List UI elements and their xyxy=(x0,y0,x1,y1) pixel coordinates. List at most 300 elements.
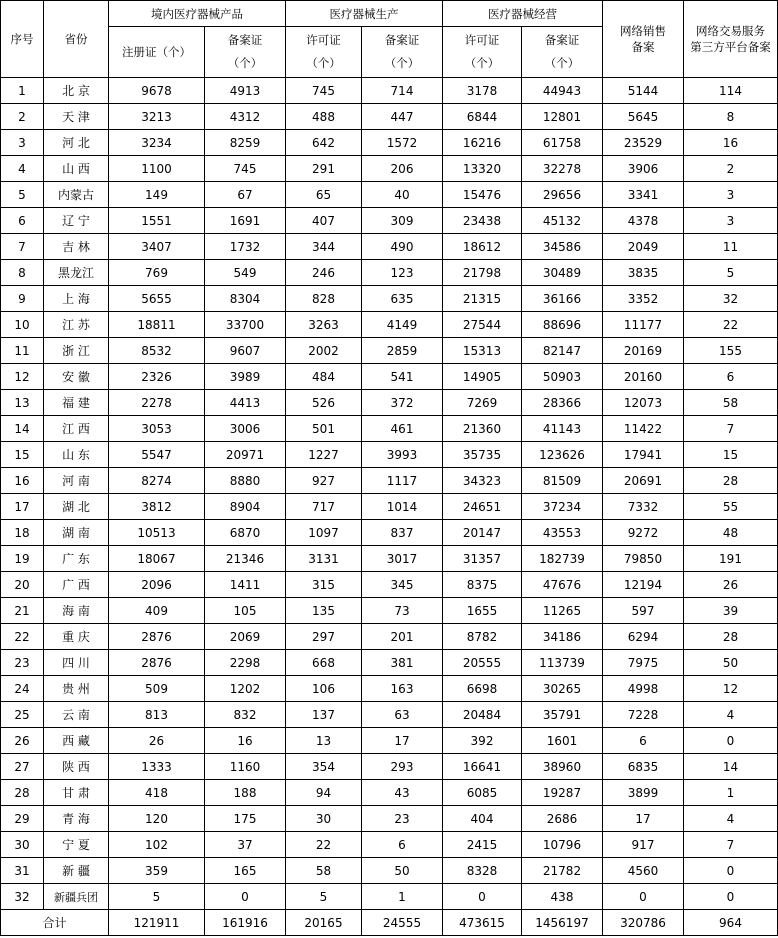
cell-seq: 10 xyxy=(1,312,44,338)
cell-prod-license: 717 xyxy=(286,494,362,520)
cell-province: 辽 宁 xyxy=(44,208,109,234)
header-op-filing-line2: （个） xyxy=(544,56,580,70)
cell-online-sales: 11177 xyxy=(603,312,684,338)
cell-registration: 8532 xyxy=(109,338,205,364)
cell-third-party: 0 xyxy=(684,884,778,910)
cell-province: 福 建 xyxy=(44,390,109,416)
cell-province: 海 南 xyxy=(44,598,109,624)
cell-op-license: 404 xyxy=(443,806,522,832)
cell-registration: 509 xyxy=(109,676,205,702)
cell-province: 浙 江 xyxy=(44,338,109,364)
cell-third-party: 48 xyxy=(684,520,778,546)
cell-op-license: 15313 xyxy=(443,338,522,364)
cell-prod-license: 106 xyxy=(286,676,362,702)
cell-online-sales: 3341 xyxy=(603,182,684,208)
table-body xyxy=(1,78,778,910)
header-filing xyxy=(205,27,286,78)
cell-seq: 6 xyxy=(1,208,44,234)
cell-filing: 8304 xyxy=(205,286,286,312)
cell-filing: 1732 xyxy=(205,234,286,260)
cell-registration: 9678 xyxy=(109,78,205,104)
table-row xyxy=(1,676,778,702)
cell-seq: 30 xyxy=(1,832,44,858)
table-row xyxy=(1,858,778,884)
header-op-license xyxy=(443,27,522,78)
cell-province: 山 东 xyxy=(44,442,109,468)
cell-registration: 10513 xyxy=(109,520,205,546)
cell-filing: 1160 xyxy=(205,754,286,780)
header-filing-line2: （个） xyxy=(227,56,263,70)
cell-registration: 149 xyxy=(109,182,205,208)
cell-op-filing: 35791 xyxy=(522,702,603,728)
table-row xyxy=(1,702,778,728)
cell-filing: 33700 xyxy=(205,312,286,338)
cell-filing: 8880 xyxy=(205,468,286,494)
cell-op-license: 6698 xyxy=(443,676,522,702)
cell-province: 江 西 xyxy=(44,416,109,442)
header-province: 省份 xyxy=(44,1,109,78)
cell-prod-filing: 3017 xyxy=(362,546,443,572)
cell-prod-license: 526 xyxy=(286,390,362,416)
total-third-party: 964 xyxy=(684,910,778,936)
cell-prod-license: 927 xyxy=(286,468,362,494)
cell-op-license: 20555 xyxy=(443,650,522,676)
cell-prod-license: 30 xyxy=(286,806,362,832)
cell-province: 河 南 xyxy=(44,468,109,494)
cell-op-filing: 28366 xyxy=(522,390,603,416)
cell-online-sales: 12073 xyxy=(603,390,684,416)
cell-seq: 24 xyxy=(1,676,44,702)
cell-prod-filing: 1572 xyxy=(362,130,443,156)
cell-op-license: 8782 xyxy=(443,624,522,650)
cell-prod-license: 501 xyxy=(286,416,362,442)
cell-filing: 165 xyxy=(205,858,286,884)
table-row xyxy=(1,728,778,754)
header-op-license-line1: 许可证 xyxy=(464,33,500,47)
cell-filing: 0 xyxy=(205,884,286,910)
cell-prod-license: 1227 xyxy=(286,442,362,468)
cell-seq: 32 xyxy=(1,884,44,910)
cell-registration: 2278 xyxy=(109,390,205,416)
cell-prod-filing: 50 xyxy=(362,858,443,884)
cell-registration: 26 xyxy=(109,728,205,754)
table-row xyxy=(1,182,778,208)
cell-third-party: 155 xyxy=(684,338,778,364)
header-domestic-products: 境内医疗器械产品 xyxy=(109,1,286,27)
cell-online-sales: 6 xyxy=(603,728,684,754)
cell-filing: 4913 xyxy=(205,78,286,104)
cell-prod-filing: 635 xyxy=(362,286,443,312)
cell-seq: 2 xyxy=(1,104,44,130)
header-op-license-line2: （个） xyxy=(464,56,500,70)
cell-prod-license: 1097 xyxy=(286,520,362,546)
cell-prod-license: 2002 xyxy=(286,338,362,364)
header-op-filing-line1: 备案证 xyxy=(544,33,580,47)
cell-prod-filing: 309 xyxy=(362,208,443,234)
cell-prod-license: 668 xyxy=(286,650,362,676)
cell-op-license: 20147 xyxy=(443,520,522,546)
cell-online-sales: 20691 xyxy=(603,468,684,494)
cell-seq: 15 xyxy=(1,442,44,468)
cell-third-party: 7 xyxy=(684,832,778,858)
cell-online-sales: 5645 xyxy=(603,104,684,130)
cell-registration: 1333 xyxy=(109,754,205,780)
cell-online-sales: 4560 xyxy=(603,858,684,884)
cell-online-sales: 79850 xyxy=(603,546,684,572)
cell-registration: 5655 xyxy=(109,286,205,312)
cell-online-sales: 17941 xyxy=(603,442,684,468)
cell-op-filing: 82147 xyxy=(522,338,603,364)
table-row xyxy=(1,494,778,520)
cell-op-filing: 19287 xyxy=(522,780,603,806)
cell-op-license: 16216 xyxy=(443,130,522,156)
table-row xyxy=(1,364,778,390)
cell-seq: 31 xyxy=(1,858,44,884)
cell-province: 内蒙古 xyxy=(44,182,109,208)
cell-op-license: 16641 xyxy=(443,754,522,780)
cell-op-license: 18612 xyxy=(443,234,522,260)
cell-filing: 67 xyxy=(205,182,286,208)
cell-province: 广 西 xyxy=(44,572,109,598)
table-header xyxy=(1,1,778,78)
cell-seq: 13 xyxy=(1,390,44,416)
cell-prod-filing: 345 xyxy=(362,572,443,598)
cell-prod-license: 65 xyxy=(286,182,362,208)
cell-filing: 3006 xyxy=(205,416,286,442)
cell-third-party: 58 xyxy=(684,390,778,416)
cell-registration: 769 xyxy=(109,260,205,286)
cell-op-filing: 32278 xyxy=(522,156,603,182)
cell-online-sales: 3906 xyxy=(603,156,684,182)
cell-op-filing: 50903 xyxy=(522,364,603,390)
cell-prod-license: 484 xyxy=(286,364,362,390)
cell-op-license: 23438 xyxy=(443,208,522,234)
cell-op-filing: 61758 xyxy=(522,130,603,156)
cell-registration: 120 xyxy=(109,806,205,832)
table-row xyxy=(1,806,778,832)
cell-op-license: 6085 xyxy=(443,780,522,806)
cell-prod-license: 135 xyxy=(286,598,362,624)
cell-op-license: 21360 xyxy=(443,416,522,442)
cell-third-party: 4 xyxy=(684,806,778,832)
cell-op-filing: 10796 xyxy=(522,832,603,858)
cell-prod-filing: 1117 xyxy=(362,468,443,494)
header-third-party-line1: 网络交易服务 xyxy=(696,24,765,38)
header-online-sales xyxy=(603,1,684,78)
cell-prod-filing: 372 xyxy=(362,390,443,416)
cell-prod-license: 58 xyxy=(286,858,362,884)
header-online-sales-line2: 备案 xyxy=(631,40,655,54)
cell-prod-license: 3263 xyxy=(286,312,362,338)
total-online-sales: 320786 xyxy=(603,910,684,936)
cell-online-sales: 9272 xyxy=(603,520,684,546)
cell-third-party: 28 xyxy=(684,624,778,650)
header-prod-license-line1: 许可证 xyxy=(306,33,341,47)
table-row xyxy=(1,338,778,364)
cell-prod-license: 354 xyxy=(286,754,362,780)
cell-prod-filing: 201 xyxy=(362,624,443,650)
table-row xyxy=(1,130,778,156)
cell-third-party: 5 xyxy=(684,260,778,286)
cell-op-license: 1655 xyxy=(443,598,522,624)
cell-third-party: 4 xyxy=(684,702,778,728)
cell-prod-filing: 490 xyxy=(362,234,443,260)
total-label: 合计 xyxy=(1,910,109,936)
cell-seq: 25 xyxy=(1,702,44,728)
table-row xyxy=(1,260,778,286)
cell-registration: 2326 xyxy=(109,364,205,390)
cell-registration: 2876 xyxy=(109,624,205,650)
cell-seq: 29 xyxy=(1,806,44,832)
cell-seq: 12 xyxy=(1,364,44,390)
cell-op-filing: 88696 xyxy=(522,312,603,338)
total-row xyxy=(1,910,778,936)
cell-prod-filing: 1014 xyxy=(362,494,443,520)
cell-third-party: 39 xyxy=(684,598,778,624)
cell-op-filing: 43553 xyxy=(522,520,603,546)
cell-prod-license: 344 xyxy=(286,234,362,260)
header-prod-license xyxy=(286,27,362,78)
header-filing-line1: 备案证 xyxy=(227,33,263,47)
cell-filing: 105 xyxy=(205,598,286,624)
cell-filing: 175 xyxy=(205,806,286,832)
cell-registration: 5 xyxy=(109,884,205,910)
cell-online-sales: 597 xyxy=(603,598,684,624)
cell-filing: 6870 xyxy=(205,520,286,546)
cell-province: 安 徽 xyxy=(44,364,109,390)
cell-prod-filing: 40 xyxy=(362,182,443,208)
cell-registration: 2876 xyxy=(109,650,205,676)
cell-seq: 16 xyxy=(1,468,44,494)
cell-seq: 4 xyxy=(1,156,44,182)
header-registration: 注册证（个） xyxy=(109,27,205,78)
cell-seq: 27 xyxy=(1,754,44,780)
total-prod-license: 20165 xyxy=(286,910,362,936)
cell-seq: 8 xyxy=(1,260,44,286)
cell-online-sales: 12194 xyxy=(603,572,684,598)
cell-op-license: 21798 xyxy=(443,260,522,286)
table-row xyxy=(1,624,778,650)
cell-online-sales: 7332 xyxy=(603,494,684,520)
cell-op-filing: 123626 xyxy=(522,442,603,468)
cell-registration: 3407 xyxy=(109,234,205,260)
cell-registration: 359 xyxy=(109,858,205,884)
cell-online-sales: 0 xyxy=(603,884,684,910)
cell-seq: 11 xyxy=(1,338,44,364)
cell-op-filing: 29656 xyxy=(522,182,603,208)
cell-third-party: 1 xyxy=(684,780,778,806)
cell-province: 北 京 xyxy=(44,78,109,104)
header-online-sales-line1: 网络销售 xyxy=(620,24,666,38)
cell-third-party: 50 xyxy=(684,650,778,676)
cell-online-sales: 7975 xyxy=(603,650,684,676)
cell-op-filing: 182739 xyxy=(522,546,603,572)
table-row xyxy=(1,754,778,780)
table-row xyxy=(1,156,778,182)
cell-province: 新 疆 xyxy=(44,858,109,884)
cell-seq: 26 xyxy=(1,728,44,754)
cell-op-license: 15476 xyxy=(443,182,522,208)
cell-filing: 8259 xyxy=(205,130,286,156)
table-row xyxy=(1,416,778,442)
cell-prod-filing: 4149 xyxy=(362,312,443,338)
cell-prod-filing: 293 xyxy=(362,754,443,780)
cell-op-license: 35735 xyxy=(443,442,522,468)
cell-op-filing: 2686 xyxy=(522,806,603,832)
cell-online-sales: 3352 xyxy=(603,286,684,312)
cell-seq: 14 xyxy=(1,416,44,442)
cell-prod-filing: 1 xyxy=(362,884,443,910)
cell-filing: 2298 xyxy=(205,650,286,676)
cell-prod-license: 315 xyxy=(286,572,362,598)
cell-online-sales: 23529 xyxy=(603,130,684,156)
cell-prod-filing: 2859 xyxy=(362,338,443,364)
total-filing: 161916 xyxy=(205,910,286,936)
cell-province: 上 海 xyxy=(44,286,109,312)
cell-op-license: 3178 xyxy=(443,78,522,104)
cell-registration: 813 xyxy=(109,702,205,728)
cell-online-sales: 2049 xyxy=(603,234,684,260)
cell-province: 贵 州 xyxy=(44,676,109,702)
cell-prod-filing: 447 xyxy=(362,104,443,130)
cell-prod-license: 297 xyxy=(286,624,362,650)
cell-third-party: 14 xyxy=(684,754,778,780)
total-registration: 121911 xyxy=(109,910,205,936)
header-production: 医疗器械生产 xyxy=(286,1,443,27)
cell-prod-license: 13 xyxy=(286,728,362,754)
cell-filing: 16 xyxy=(205,728,286,754)
cell-prod-license: 94 xyxy=(286,780,362,806)
cell-filing: 3989 xyxy=(205,364,286,390)
cell-third-party: 16 xyxy=(684,130,778,156)
cell-op-license: 0 xyxy=(443,884,522,910)
cell-seq: 3 xyxy=(1,130,44,156)
cell-province: 河 北 xyxy=(44,130,109,156)
cell-prod-license: 642 xyxy=(286,130,362,156)
cell-prod-license: 407 xyxy=(286,208,362,234)
cell-op-license: 34323 xyxy=(443,468,522,494)
header-third-party xyxy=(684,1,778,78)
cell-online-sales: 7228 xyxy=(603,702,684,728)
cell-op-license: 7269 xyxy=(443,390,522,416)
table-row xyxy=(1,78,778,104)
cell-prod-license: 828 xyxy=(286,286,362,312)
cell-prod-filing: 17 xyxy=(362,728,443,754)
cell-filing: 1411 xyxy=(205,572,286,598)
cell-online-sales: 3835 xyxy=(603,260,684,286)
cell-prod-license: 745 xyxy=(286,78,362,104)
cell-province: 湖 南 xyxy=(44,520,109,546)
cell-prod-filing: 381 xyxy=(362,650,443,676)
cell-registration: 3234 xyxy=(109,130,205,156)
cell-online-sales: 20160 xyxy=(603,364,684,390)
cell-registration: 5547 xyxy=(109,442,205,468)
cell-filing: 1691 xyxy=(205,208,286,234)
cell-seq: 9 xyxy=(1,286,44,312)
cell-prod-filing: 837 xyxy=(362,520,443,546)
cell-op-filing: 34586 xyxy=(522,234,603,260)
cell-op-filing: 113739 xyxy=(522,650,603,676)
cell-filing: 20971 xyxy=(205,442,286,468)
table-row xyxy=(1,286,778,312)
table-row xyxy=(1,546,778,572)
cell-third-party: 7 xyxy=(684,416,778,442)
cell-online-sales: 17 xyxy=(603,806,684,832)
cell-op-filing: 21782 xyxy=(522,858,603,884)
cell-filing: 4312 xyxy=(205,104,286,130)
table-row xyxy=(1,780,778,806)
cell-prod-filing: 73 xyxy=(362,598,443,624)
cell-op-license: 21315 xyxy=(443,286,522,312)
cell-registration: 3812 xyxy=(109,494,205,520)
total-op-license: 473615 xyxy=(443,910,522,936)
cell-op-license: 27544 xyxy=(443,312,522,338)
cell-online-sales: 5144 xyxy=(603,78,684,104)
table-row xyxy=(1,312,778,338)
cell-prod-license: 22 xyxy=(286,832,362,858)
cell-seq: 23 xyxy=(1,650,44,676)
cell-online-sales: 6835 xyxy=(603,754,684,780)
cell-seq: 1 xyxy=(1,78,44,104)
cell-filing: 2069 xyxy=(205,624,286,650)
cell-third-party: 15 xyxy=(684,442,778,468)
cell-op-filing: 37234 xyxy=(522,494,603,520)
cell-seq: 17 xyxy=(1,494,44,520)
table-row xyxy=(1,104,778,130)
cell-op-license: 13320 xyxy=(443,156,522,182)
total-prod-filing: 24555 xyxy=(362,910,443,936)
cell-province: 新疆兵团 xyxy=(44,884,109,910)
cell-seq: 22 xyxy=(1,624,44,650)
cell-op-license: 31357 xyxy=(443,546,522,572)
cell-province: 黑龙江 xyxy=(44,260,109,286)
total-op-filing: 1456197 xyxy=(522,910,603,936)
cell-third-party: 26 xyxy=(684,572,778,598)
cell-third-party: 3 xyxy=(684,208,778,234)
cell-filing: 832 xyxy=(205,702,286,728)
cell-op-license: 24651 xyxy=(443,494,522,520)
cell-province: 云 南 xyxy=(44,702,109,728)
cell-seq: 21 xyxy=(1,598,44,624)
cell-seq: 18 xyxy=(1,520,44,546)
cell-province: 青 海 xyxy=(44,806,109,832)
cell-third-party: 2 xyxy=(684,156,778,182)
cell-prod-filing: 23 xyxy=(362,806,443,832)
cell-op-license: 8375 xyxy=(443,572,522,598)
cell-op-license: 20484 xyxy=(443,702,522,728)
cell-registration: 418 xyxy=(109,780,205,806)
cell-online-sales: 3899 xyxy=(603,780,684,806)
cell-prod-filing: 123 xyxy=(362,260,443,286)
cell-prod-license: 137 xyxy=(286,702,362,728)
cell-op-license: 2415 xyxy=(443,832,522,858)
cell-registration: 18067 xyxy=(109,546,205,572)
cell-seq: 28 xyxy=(1,780,44,806)
cell-filing: 549 xyxy=(205,260,286,286)
cell-prod-license: 246 xyxy=(286,260,362,286)
cell-filing: 745 xyxy=(205,156,286,182)
cell-op-license: 6844 xyxy=(443,104,522,130)
header-prod-filing xyxy=(362,27,443,78)
table-row xyxy=(1,884,778,910)
cell-online-sales: 20169 xyxy=(603,338,684,364)
cell-op-license: 392 xyxy=(443,728,522,754)
cell-province: 西 藏 xyxy=(44,728,109,754)
cell-filing: 1202 xyxy=(205,676,286,702)
cell-op-filing: 81509 xyxy=(522,468,603,494)
cell-province: 湖 北 xyxy=(44,494,109,520)
cell-third-party: 55 xyxy=(684,494,778,520)
